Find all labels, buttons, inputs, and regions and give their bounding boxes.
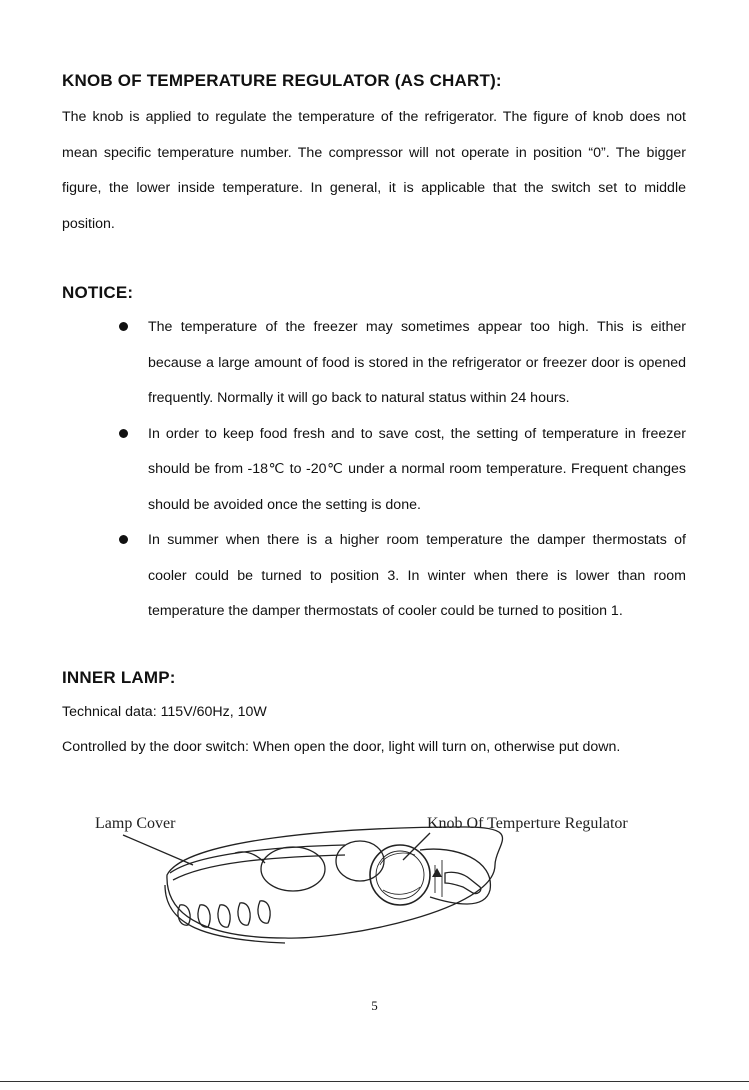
notice-item-text: The temperature of the freezer may sometimes appear too high. This is either because a large amount of food is stored in the refrigerator or freezer door is opened frequently. Normally it will go back to natural status within 24 hours. bbox=[148, 319, 686, 406]
notice-item-text: In summer when there is a higher room temperature the damper thermostats of cooler could be turned to position 3. In winter when there is lower than room temperature the damper thermostats of cooler could be turned to position 1. bbox=[148, 532, 686, 619]
bullet-icon bbox=[119, 429, 128, 438]
notice-item bbox=[62, 310, 686, 417]
knob-label: Knob Of Temperture Regulator bbox=[427, 815, 628, 832]
lamp-technical-data: Technical data: 115V/60Hz, 10W bbox=[62, 704, 267, 720]
lamp-knob-figure bbox=[85, 805, 675, 965]
notice-item-text: In order to keep food fresh and to save cost, the setting of temperature in freezer should be from -18℃ to -20℃ under a normal room temperature. Frequent changes should be avoided once the setting is done. bbox=[148, 425, 686, 513]
inner-lamp-heading: INNER LAMP: bbox=[62, 668, 176, 687]
lamp-cover-label: Lamp Cover bbox=[95, 815, 176, 832]
page-number: 5 bbox=[371, 998, 378, 1013]
notice-list bbox=[62, 310, 686, 630]
bottom-rule bbox=[0, 1081, 749, 1082]
bullet-icon bbox=[119, 322, 128, 331]
bullet-icon bbox=[119, 535, 128, 544]
notice-item bbox=[62, 417, 686, 524]
notice-item bbox=[62, 523, 686, 630]
lamp-control-text: Controlled by the door switch: When open the door, light will turn on, otherwise put down. bbox=[62, 739, 621, 755]
lamp-assembly-drawing bbox=[85, 805, 675, 965]
notice-heading: NOTICE: bbox=[62, 283, 134, 302]
knob-section-paragraph: The knob is applied to regulate the temperature of the refrigerator. The figure of knob does not mean specific temperature number. The compressor will not operate in position “0”. The bigger figure, the lower inside temperature. In general, it is applicable that the switch set to middle position. bbox=[62, 109, 686, 232]
knob-section-heading: KNOB OF TEMPERATURE REGULATOR (AS CHART): bbox=[62, 71, 502, 90]
